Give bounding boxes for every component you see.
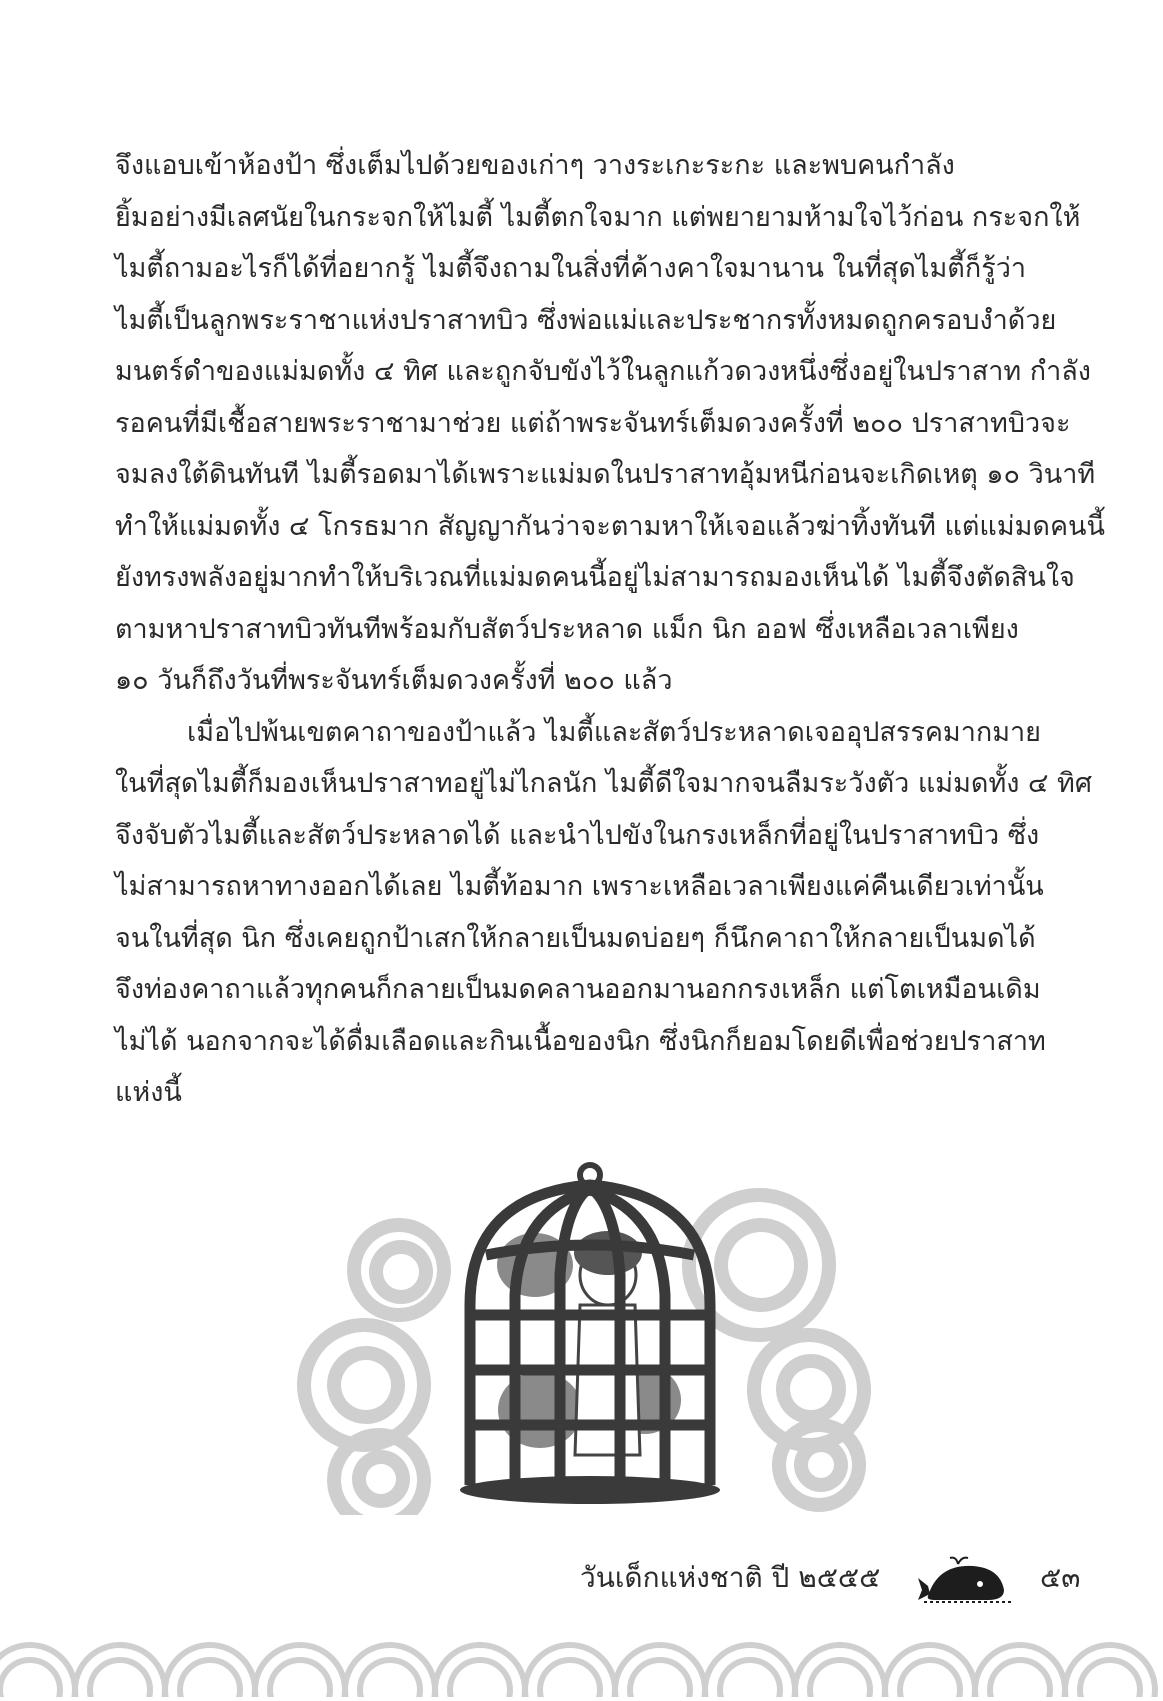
text-line: จมลงใต้ดินทันที ไมตี้รอดมาได้เพราะแม่มดในปราสาทอุ้มหนีก่อนจะเกิดเหตุ ๑๐ วินาที bbox=[115, 459, 1096, 490]
text-line: ยิ้มอย่างมีเลศนัยในกระจกให้ไมตี้ ไมตี้ตกใจมาก แต่พยายามห้ามใจไว้ก่อน กระจกให้ bbox=[115, 201, 1081, 233]
text-line: แห่งนี้ bbox=[115, 1077, 182, 1108]
text-line: ตามหาปราสาทบิวทันทีพร้อมกับสัตว์ประหลาด แม็ก นิก ออฟ ซึ่งเหลือเวลาเพียง bbox=[115, 613, 1019, 645]
text-line: ไม่สามารถหาทางออกได้เลย ไมตี้ท้อมาก เพราะเหลือเวลาเพียงแค่คืนเดียวเท่านั้น bbox=[115, 871, 1044, 902]
text-line: ๑๐ วันก็ถึงวันที่พระจันทร์เต็มดวงครั้งที่ ๒๐๐ แล้ว bbox=[115, 665, 673, 696]
page-footer bbox=[0, 1556, 1163, 1616]
decorative-border bbox=[0, 1615, 1163, 1697]
text-line: ในที่สุดไมตี้ก็มองเห็นปราสาทอยู่ไม่ไกลนัก ไมตี้ดีใจมากจนลืมระวังตัว แม่มดทั้ง ๔ ทิศ bbox=[115, 768, 1092, 799]
page-number: ๕๓ bbox=[1040, 1561, 1081, 1594]
whale-icon bbox=[918, 1556, 1018, 1606]
body-text bbox=[115, 140, 1105, 1119]
birdcage-illustration bbox=[290, 1155, 910, 1515]
text-line: เมื่อไปพ้นเขตคาถาของป้าแล้ว ไมตี้และสัตว์ประหลาดเจออุปสรรคมากมาย bbox=[187, 716, 1041, 748]
text-line: จึงแอบเข้าห้องป้า ซึ่งเต็มไปด้วยของเก่าๆ วางระเกะระกะ และพบคนกำลัง bbox=[115, 150, 955, 181]
text-line: จึงจับตัวไมตี้และสัตว์ประหลาดได้ และนำไปขังในกรงเหล็กที่อยู่ในปราสาทบิว ซึ่ง bbox=[115, 819, 1040, 851]
text-line: ไมตี้ถามอะไรก็ได้ที่อยากรู้ ไมตี้จึงถามในสิ่งที่ค้างคาใจมานาน ในที่สุดไมตี้ก็รู้ว่า bbox=[115, 253, 1027, 284]
text-line: มนตร์ดำของแม่มดทั้ง ๔ ทิศ และถูกจับขังไว้ในลูกแก้วดวงหนึ่งซึ่งอยู่ในปราสาท กำลัง bbox=[115, 356, 1091, 387]
text-line: รอคนที่มีเชื้อสายพระราชามาช่วย แต่ถ้าพระจันทร์เต็มดวงครั้งที่ ๒๐๐ ปราสาทบิวจะ bbox=[115, 407, 1071, 439]
text-line: จึงท่องคาถาแล้วทุกคนก็กลายเป็นมดคลานออกมานอกกรงเหล็ก แต่โตเหมือนเดิม bbox=[115, 974, 1041, 1005]
text-line: ทำให้แม่มดทั้ง ๔ โกรธมาก สัญญากันว่าจะตามหาให้เจอแล้วฆ่าทิ้งทันที แต่แม่มดคนนี้ bbox=[115, 510, 1105, 542]
text-line: ไม่ได้ นอกจากจะได้ดื่มเลือดและกินเนื้อของนิก ซึ่งนิกก็ยอมโดยดีเพื่อช่วยปราสาท bbox=[115, 1025, 1046, 1057]
text-line: ยังทรงพลังอยู่มากทำให้บริเวณที่แม่มดคนนี้อยู่ไม่สามารถมองเห็นได้ ไมตี้จึงตัดสินใจ bbox=[115, 562, 1075, 593]
text-line: จนในที่สุด นิก ซึ่งเคยถูกป้าเสกให้กลายเป็นมดบ่อยๆ ก็นึกคาถาให้กลายเป็นมดได้ bbox=[115, 922, 1036, 954]
footer-title: วันเด็กแห่งชาติ ปี ๒๕๕๕ bbox=[580, 1561, 881, 1594]
text-line: ไมตี้เป็นลูกพระราชาแห่งปราสาทบิว ซึ่งพ่อแม่และประชากรทั้งหมดถูกครอบงำด้วย bbox=[115, 304, 1057, 336]
